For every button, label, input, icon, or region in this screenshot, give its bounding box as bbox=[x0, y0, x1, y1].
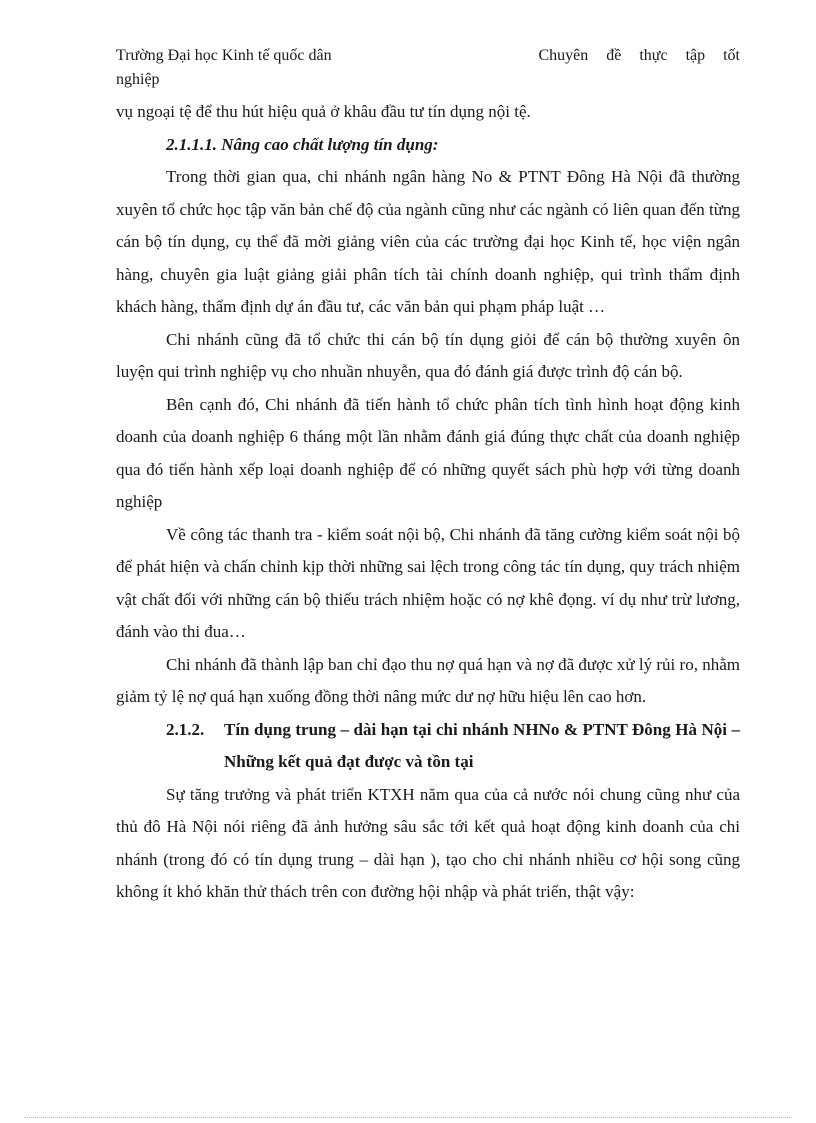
paragraph: Sự tăng trưởng và phát triển KTXH năm qua của cả nước nói chung cũng như của thủ đô Hà Nội nói riêng đã ảnh hưởng sâu sắc tới kết quả hoạt động kinh doanh của chi nhánh (trong đó có tín dụng trung – dài hạn ), tạo cho chi nhánh nhiều cơ hội song cũng không ít khó khăn thử thách trên con đường hội nhập và phát triển, thật vậy: bbox=[116, 784, 740, 901]
paragraph: Chi nhánh cũng đã tổ chức thi cán bộ tín dụng giỏi để cán bộ thường xuyên ôn luyện qui trình nghiệp vụ cho nhuần nhuyễn, qua đó đánh giá được trình độ cán bộ. bbox=[116, 329, 740, 381]
header-school: Trường Đại học Kinh tế quốc dân bbox=[116, 47, 332, 64]
paragraph: Về công tác thanh tra - kiểm soát nội bộ, Chi nhánh đã tăng cường kiểm soát nội bộ để phát hiện và chấn chỉnh kịp thời những sai lệch trong công tác tín dụng, quy trách nhiệm vật chất đối với những cán bộ thiếu trách nhiệm hoặc có nợ khê đọng. ví dụ như trừ lương, đánh vào thi đua… bbox=[116, 524, 740, 641]
page-bottom-divider bbox=[24, 1117, 792, 1118]
header-doc-type-cont: nghiệp bbox=[116, 71, 160, 88]
paragraph: Chi nhánh đã thành lập ban chỉ đạo thu nợ quá hạn và nợ đã được xử lý rủi ro, nhằm giảm tỷ lệ nợ quá hạn xuống đồng thời nâng mức dư nợ hữu hiệu lên cao hơn. bbox=[116, 654, 740, 706]
paragraph: Trong thời gian qua, chi nhánh ngân hàng No & PTNT Đông Hà Nội đã thường xuyên tổ chức học tập văn bản chế độ của ngành cũng như các ngành có liên quan đến từng cán bộ tín dụng, cụ thể đã mời giảng viên của các trường đại học Kinh tế, học viện ngân hàng, chuyên gia luật giảng giải phân tích tài chính doanh nghiệp, qui trình thẩm định khách hàng, thẩm định dự án đầu tư, các văn bản qui phạm pháp luật … bbox=[116, 167, 740, 316]
section-title: Tín dụng trung – dài hạn tại chi nhánh NHNo & PTNT Đông Hà Nội – Những kết quả đạt được và tồn tại bbox=[224, 719, 740, 771]
paragraph-continuation: vụ ngoại tệ để thu hút hiệu quả ở khâu đầu tư tín dụng nội tệ. bbox=[116, 102, 531, 121]
document-body bbox=[116, 96, 740, 909]
section-heading-2-1-1-1: 2.1.1.1. Nâng cao chất lượng tín dụng: bbox=[166, 134, 439, 154]
section-number: 2.1.2. bbox=[166, 719, 205, 739]
paragraph: Bên cạnh đó, Chi nhánh đã tiến hành tổ chức phân tích tình hình hoạt động kinh doanh của doanh nghiệp 6 tháng một lần nhằm đánh giá đúng thực chất của doanh nghiệp qua đó tiến hành xếp loại doanh nghiệp để có những quyết sách phù hợp với từng doanh nghiệp bbox=[116, 394, 740, 511]
header-doc-type: Chuyên đề thực tập tốt bbox=[538, 47, 740, 64]
section-heading-2-1-2 bbox=[116, 714, 740, 779]
